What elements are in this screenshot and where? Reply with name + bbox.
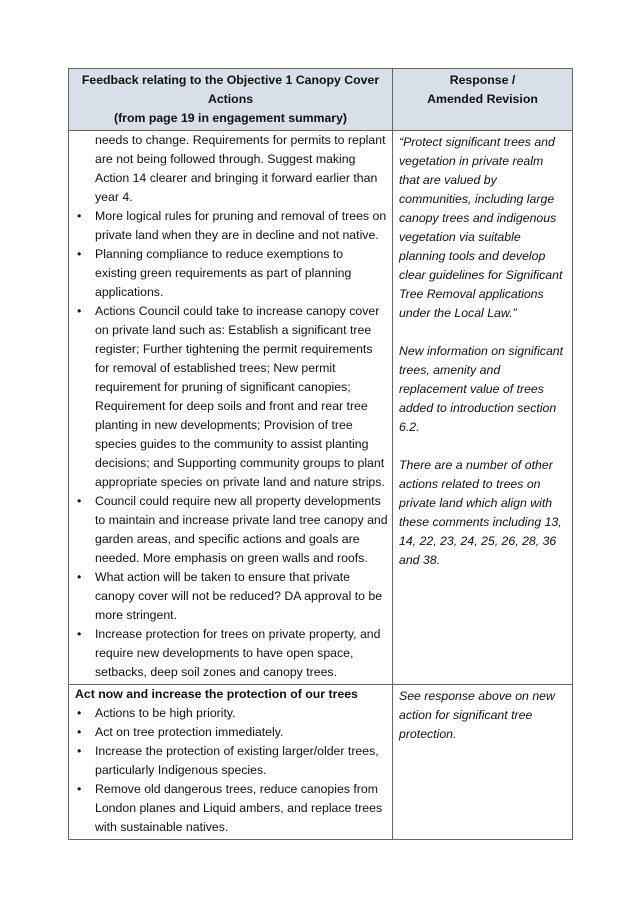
- bullet-icon: •: [77, 247, 82, 261]
- header-feedback: [69, 69, 393, 131]
- header-feedback-line2: Actions: [207, 92, 254, 106]
- list-item-text: Actions to be high priority.: [95, 706, 236, 720]
- list-item-text: Increase the protection of existing larger/older trees, particularly Indigenous species.: [95, 744, 379, 777]
- list-item-text: Act on tree protection immediately.: [95, 725, 284, 739]
- list-item: [75, 568, 388, 625]
- list-item: [75, 245, 388, 302]
- list-item-text: What action will be taken to ensure that private canopy cover will not be reduced? DA approval to be more stringent.: [95, 570, 383, 622]
- header-feedback-line1: Feedback relating to the Objective 1 Canopy Cover: [81, 73, 380, 87]
- list-item: [75, 704, 388, 723]
- header-response: [393, 69, 573, 131]
- bullet-icon: •: [77, 304, 82, 318]
- list-item-text: Council could require new all property developments to maintain and increase private land tree canopy and garden areas, and specific actions and goals are needed. More emphasis on green walls and roofs.: [95, 494, 388, 565]
- response-paragraph: “Protect significant trees and vegetation in private realm that are valued by communities, including large canopy trees and indigenous vegetation via suitable planning tools and develop clear guidelines for Significant Tree Removal applications under the Local Law.”: [399, 135, 563, 320]
- table-row: [69, 131, 573, 685]
- bullet-icon: •: [77, 706, 82, 720]
- response-paragraph: See response above on new action for significant tree protection.: [399, 689, 555, 741]
- list-item: [75, 625, 388, 682]
- continued-text: needs to change. Requirements for permits to replant are not being followed through. Suggest making Action 14 clearer and bringing it forward earlier than year 4.: [95, 133, 386, 204]
- row-heading: Act now and increase the protection of our trees: [75, 687, 358, 701]
- list-item: [75, 780, 388, 837]
- feedback-cell: [69, 131, 393, 685]
- bullet-icon: •: [77, 209, 82, 223]
- list-item: [75, 207, 388, 245]
- feedback-bullet-list: [75, 704, 388, 837]
- feedback-bullet-list: [75, 207, 388, 682]
- list-item-text: Actions Council could take to increase canopy cover on private land such as: Establish a significant tree register; Further tightening the permit requirements for removal of established trees; New permit requirement for pruning of significant canopies; Requirement for deep soils and front and rear tree planting in new developments; Provision of tree species guides to the community to assist planting decisions; and Supporting community groups to plant appropriate species on private land and nature strips.: [95, 304, 385, 489]
- response-cell: [393, 131, 573, 685]
- table-row: [69, 685, 573, 840]
- response-paragraph: There are a number of other actions related to trees on private land which align with these comments including 13, 14, 22, 23, 24, 25, 26, 28, 36 and 38.: [399, 458, 562, 567]
- list-item-text: More logical rules for pruning and removal of trees on private land when they are in decline and not native.: [95, 209, 387, 242]
- list-item-text: Planning compliance to reduce exemptions to existing green requirements as part of planning applications.: [95, 247, 352, 299]
- list-item: [75, 723, 388, 742]
- list-item: [75, 302, 388, 492]
- bullet-icon: •: [77, 494, 82, 508]
- header-feedback-line3: (from page 19 in engagement summary): [113, 111, 348, 125]
- feedback-cell: [69, 685, 393, 840]
- bullet-icon: •: [77, 782, 82, 796]
- list-item-text: Increase protection for trees on private property, and require new developments to have open space, setbacks, deep soil zones and canopy trees.: [95, 627, 381, 679]
- table-header-row: [69, 69, 573, 131]
- feedback-table: [68, 68, 573, 840]
- header-response-text: Response / Amended Revision: [427, 73, 538, 106]
- list-item: [75, 492, 388, 568]
- bullet-icon: •: [77, 627, 82, 641]
- bullet-icon: •: [77, 725, 82, 739]
- response-paragraph: New information on significant trees, amenity and replacement value of trees added to introduction section 6.2.: [399, 344, 564, 434]
- list-item-text: Remove old dangerous trees, reduce canopies from London planes and Liquid ambers, and replace trees with sustainable natives.: [95, 782, 383, 834]
- bullet-icon: •: [77, 570, 82, 584]
- list-item: [75, 742, 388, 780]
- response-cell: [393, 685, 573, 840]
- bullet-icon: •: [77, 744, 82, 758]
